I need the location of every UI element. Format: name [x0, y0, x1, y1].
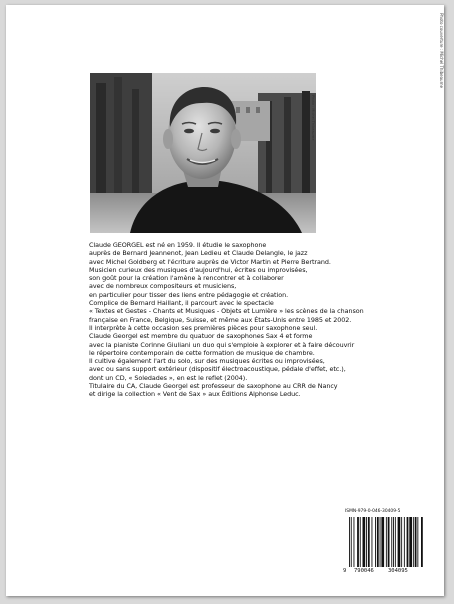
- bio-line: en particulier pour tisser des liens entre pédagogie et création.: [89, 290, 289, 299]
- barcode-digits-left: 790046: [354, 568, 374, 574]
- cover-photo-credit: Photo couverture : Michel Thibeaume: [439, 13, 444, 88]
- bio-line: dont un CD, « Soledades », en est le reflet (2004).: [89, 373, 248, 382]
- bio-line: Titulaire du CA, Claude Georgel est professeur de saxophone au CRR de Nancy: [89, 382, 338, 391]
- barcode-bar: [401, 517, 402, 567]
- barcode-bar: [391, 517, 392, 567]
- barcode-bar: [372, 517, 373, 567]
- barcode-bar: [421, 517, 423, 567]
- barcode-bar: [395, 517, 396, 567]
- bio-line: Musicien curieux des musiques d'aujourd'hui, écrites ou improvisées,: [89, 265, 308, 274]
- bio-line: avec la pianiste Corinne Giuliani un duo qui s'emploie à explorer et à faire découvrir: [89, 340, 355, 349]
- bio-line: auprès de Bernard Jeannenot, Jean Ledieu et Claude Delangle, le jazz: [89, 249, 308, 258]
- barcode-bar: [363, 517, 366, 567]
- barcode-bar: [377, 517, 379, 567]
- bio-line: avec Michel Goldberg et l'écriture auprès de Victor Martin et Pierre Bertrand.: [89, 257, 331, 266]
- bio-line: « Textes et Gestes - Chants et Musiques - Objets et Lumière » les scènes de la chanson: [89, 307, 364, 316]
- bio-line: Complice de Bernard Haillant, il parcourt avec le spectacle: [89, 299, 274, 308]
- ismn-number: ISMN-979-0-046-30409-5: [345, 509, 401, 514]
- barcode-bar: [393, 517, 394, 567]
- barcode-bar: [360, 517, 361, 567]
- biography-text: [89, 241, 389, 399]
- barcode-bar: [388, 517, 390, 567]
- barcode-bar: [413, 517, 414, 567]
- barcode-bar: [375, 517, 376, 567]
- bio-line: le répertoire contemporain de cette formation de musique de chambre.: [89, 348, 315, 357]
- bio-line: son goût pour la création l'amène à rencontrer et à collaborer: [89, 274, 284, 283]
- barcode-bar: [381, 517, 384, 567]
- bio-line: française en France, Belgique, Suisse, et même aux États-Unis entre 1985 et 2002.: [89, 315, 352, 324]
- barcode-bar: [351, 517, 352, 567]
- barcode: [343, 509, 425, 579]
- bio-line: avec ou sans support extérieur (dispositif électroacoustique, pédale d'effet, etc.),: [89, 365, 346, 374]
- barcode-bar: [368, 517, 370, 567]
- barcode-bars: [343, 517, 425, 569]
- barcode-bar: [349, 517, 350, 567]
- barcode-bar: [409, 517, 412, 567]
- barcode-bar: [404, 517, 405, 567]
- bio-line: avec de nombreux compositeurs et musiciens,: [89, 282, 237, 291]
- book-back-cover: [6, 5, 444, 596]
- barcode-bar: [407, 517, 409, 567]
- photo-credit: Photo : Michel Thibeaume: [311, 95, 315, 141]
- bio-line: Claude GEORGEL est né en 1959. Il étudie le saxophone: [89, 241, 267, 249]
- barcode-bar: [357, 517, 359, 567]
- bio-line: et dirige la collection « Vent de Sax » aux Éditions Alphonse Leduc.: [89, 390, 301, 399]
- portrait-photo: [90, 73, 316, 233]
- barcode-digits-right: 304095: [388, 568, 408, 574]
- barcode-bar: [417, 517, 418, 567]
- bio-line: Il interprète à cette occasion ses premières pièces pour saxophone seul.: [89, 323, 318, 332]
- bio-line: Claude Georgel est membre du quatuor de saxophones Sax 4 et forme: [89, 332, 313, 341]
- barcode-bar: [366, 517, 367, 567]
- barcode-bar: [398, 517, 401, 567]
- barcode-bar: [354, 517, 355, 567]
- barcode-bar: [380, 517, 381, 567]
- barcode-bar: [386, 517, 387, 567]
- barcode-bar: [415, 517, 417, 567]
- bio-line: Il cultive également l'art du solo, sur des musiques écrites ou improvisées,: [89, 357, 325, 366]
- barcode-digit-prefix: 9: [343, 568, 347, 574]
